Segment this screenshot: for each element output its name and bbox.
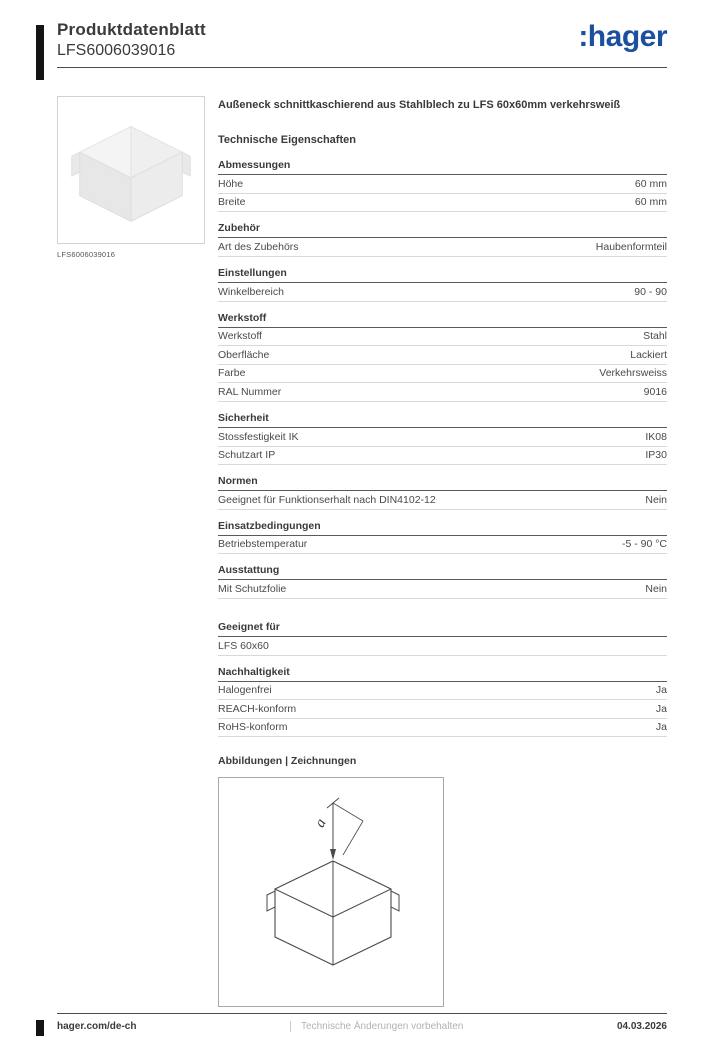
spec-row bbox=[218, 700, 667, 719]
spec-row bbox=[218, 536, 667, 555]
spec-label: REACH-konform bbox=[218, 702, 297, 715]
drawings-title: Abbildungen | Zeichnungen bbox=[218, 755, 357, 768]
spec-section bbox=[218, 666, 667, 738]
spec-label: Mit Schutzfolie bbox=[218, 582, 287, 595]
spec-value: 60 mm bbox=[634, 177, 667, 190]
spec-label: Werkstoff bbox=[218, 330, 262, 343]
section-title: Einstellungen bbox=[218, 267, 667, 283]
spec-value: Haubenformteil bbox=[595, 240, 667, 253]
spec-row bbox=[218, 365, 667, 384]
spec-label: Oberfläche bbox=[218, 348, 270, 361]
spec-row bbox=[218, 682, 667, 701]
spec-value: Lackiert bbox=[630, 348, 667, 361]
dimension-arrowhead bbox=[330, 849, 336, 860]
section-title: Normen bbox=[218, 475, 667, 491]
spec-section bbox=[218, 520, 667, 555]
right-column bbox=[218, 96, 667, 1007]
spec-section bbox=[218, 412, 667, 465]
title-block bbox=[57, 20, 206, 60]
spec-value: Stahl bbox=[643, 330, 667, 343]
footer-website: hager.com/de-ch bbox=[57, 1021, 137, 1032]
product-image bbox=[57, 96, 205, 244]
spec-value: Ja bbox=[655, 684, 667, 697]
spec-row bbox=[218, 283, 667, 302]
product-id: LFS6006039016 bbox=[57, 42, 176, 59]
product-image-caption: LFS6006039016 bbox=[57, 250, 116, 259]
spec-value: 9016 bbox=[643, 385, 667, 398]
page-header bbox=[57, 20, 667, 60]
section-title: Geeignet für bbox=[218, 621, 667, 637]
spec-row bbox=[218, 238, 667, 257]
product-description: Außeneck schnittkaschierend aus Stahlblech zu LFS 60x60mm verkehrsweiß bbox=[218, 99, 621, 111]
dimension-label: a bbox=[312, 816, 330, 831]
spec-label: RoHS-konform bbox=[218, 721, 288, 734]
content-area bbox=[57, 96, 667, 1007]
spec-value bbox=[657, 640, 667, 653]
spec-label: Winkelbereich bbox=[218, 285, 284, 298]
spec-row bbox=[218, 719, 667, 738]
spec-section bbox=[218, 312, 667, 402]
section-title: Zubehör bbox=[218, 222, 667, 238]
section-title: Einsatzbedingungen bbox=[218, 520, 667, 536]
spec-value: 90 - 90 bbox=[634, 285, 667, 298]
section-title: Abmessungen bbox=[218, 159, 667, 175]
spec-section bbox=[218, 475, 667, 510]
spec-section bbox=[218, 621, 667, 656]
spec-value: IP30 bbox=[645, 449, 667, 462]
spec-label: Schutzart IP bbox=[218, 449, 276, 462]
spec-row bbox=[218, 328, 667, 347]
technical-drawing bbox=[231, 785, 431, 1000]
footer-notice: Technische Änderungen vorbehalten bbox=[290, 1021, 463, 1032]
spec-label: Breite bbox=[218, 196, 246, 209]
section-title: Sicherheit bbox=[218, 412, 667, 428]
spec-label: Stossfestigkeit IK bbox=[218, 430, 299, 443]
page-footer bbox=[57, 1013, 667, 1032]
spec-label: Halogenfrei bbox=[218, 684, 272, 697]
spec-value: IK08 bbox=[645, 430, 667, 443]
spec-value: Verkehrsweiss bbox=[599, 367, 667, 380]
spec-row bbox=[218, 383, 667, 402]
product-photo-corner-piece bbox=[58, 96, 204, 244]
spec-value: 60 mm bbox=[634, 196, 667, 209]
spec-value: -5 - 90 °C bbox=[621, 538, 667, 551]
spec-label: Betriebstemperatur bbox=[218, 538, 308, 551]
spec-row bbox=[218, 346, 667, 365]
section-title: Werkstoff bbox=[218, 312, 667, 328]
spec-label: Art des Zubehörs bbox=[218, 240, 299, 253]
spec-row bbox=[218, 175, 667, 194]
hager-logo: :hager bbox=[578, 20, 667, 53]
spec-row bbox=[218, 428, 667, 447]
spec-section bbox=[218, 267, 667, 302]
technical-drawing-box bbox=[218, 777, 444, 1007]
section-title: Nachhaltigkeit bbox=[218, 666, 667, 682]
spec-section bbox=[218, 222, 667, 257]
footer-date: 04.03.2026 bbox=[616, 1021, 667, 1032]
spec-row bbox=[218, 637, 667, 656]
spec-label: RAL Nummer bbox=[218, 385, 282, 398]
print-mark-bottom bbox=[36, 1020, 44, 1036]
footer-divider bbox=[57, 1013, 667, 1014]
spec-label: Höhe bbox=[218, 177, 244, 190]
left-column bbox=[57, 96, 205, 1007]
section-title: Ausstattung bbox=[218, 564, 667, 580]
spec-value: Ja bbox=[655, 721, 667, 734]
spec-value: Nein bbox=[645, 493, 667, 506]
spec-value: Ja bbox=[655, 702, 667, 715]
spec-value: Nein bbox=[645, 582, 667, 595]
spec-row bbox=[218, 491, 667, 510]
spec-row bbox=[218, 194, 667, 213]
page-title: Produktdatenblatt bbox=[57, 20, 206, 39]
spec-section bbox=[218, 564, 667, 599]
spec-section bbox=[218, 159, 667, 212]
header-divider bbox=[57, 67, 667, 68]
spec-label: Farbe bbox=[218, 367, 246, 380]
print-mark-top bbox=[36, 25, 44, 80]
spec-row bbox=[218, 447, 667, 466]
spec-sections bbox=[218, 159, 667, 737]
spec-row bbox=[218, 580, 667, 599]
spec-label: LFS 60x60 bbox=[218, 639, 269, 652]
tech-properties-title: Technische Eigenschaften bbox=[218, 134, 356, 147]
spec-label: Geeignet für Funktionserhalt nach DIN4102-12 bbox=[218, 493, 436, 506]
